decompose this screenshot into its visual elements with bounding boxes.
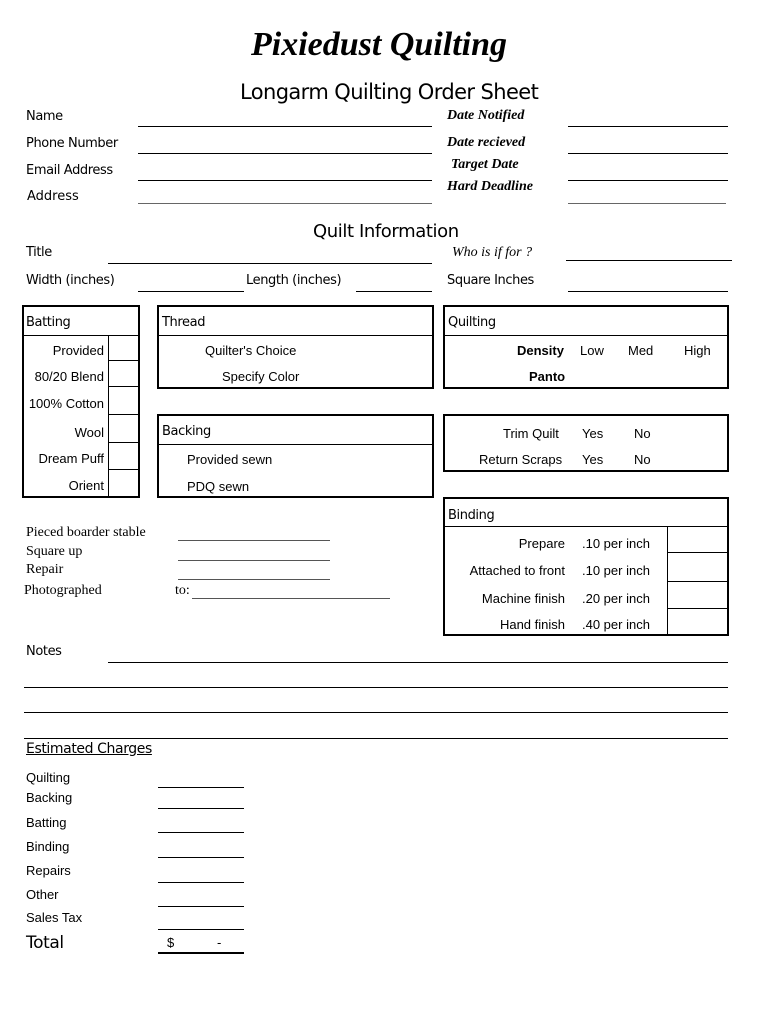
- batting-checkbox[interactable]: [108, 361, 138, 387]
- square-inches-field[interactable]: [568, 291, 728, 292]
- binding-heading: Binding: [448, 508, 495, 523]
- batting-heading: Batting: [26, 315, 71, 330]
- batting-checkbox[interactable]: [108, 335, 138, 361]
- batting-checkbox[interactable]: [108, 470, 138, 496]
- finishing-options-box: [443, 414, 729, 472]
- binding-row-rate: .40 per inch: [582, 617, 650, 632]
- backing-option-pdq[interactable]: PDQ sewn: [187, 479, 250, 494]
- batting-checkbox[interactable]: [108, 415, 138, 443]
- trim-quilt-label: Trim Quilt: [503, 426, 559, 441]
- density-option-low[interactable]: Low: [580, 343, 604, 358]
- batting-item: 80/20 Blend: [34, 369, 104, 384]
- hard-deadline-field[interactable]: [568, 203, 726, 204]
- width-field[interactable]: [138, 291, 244, 292]
- photographed-to-field[interactable]: [192, 598, 390, 599]
- length-label: Length (inches): [246, 273, 342, 288]
- square-up-field[interactable]: [178, 560, 330, 561]
- thread-box: [157, 305, 434, 389]
- email-label: Email Address: [26, 163, 113, 178]
- pieced-border-field[interactable]: [178, 540, 330, 541]
- quilting-divider: [445, 335, 727, 336]
- notes-line[interactable]: [24, 738, 728, 739]
- binding-row-rate: .20 per inch: [582, 591, 650, 606]
- name-field[interactable]: [138, 126, 432, 127]
- thread-heading: Thread: [162, 315, 206, 330]
- width-label: Width (inches): [26, 273, 115, 288]
- date-received-label: Date recieved: [447, 135, 526, 150]
- charge-label-batting: Batting: [26, 815, 67, 830]
- total-currency: $: [167, 935, 175, 950]
- backing-option-provided[interactable]: Provided sewn: [187, 452, 273, 467]
- thread-divider: [159, 335, 432, 336]
- title-label: Title: [26, 245, 52, 260]
- return-scraps-no[interactable]: No: [634, 452, 651, 467]
- binding-row-label: Hand finish: [499, 617, 565, 632]
- binding-row-label: Prepare: [518, 536, 565, 551]
- charge-field-backing[interactable]: [158, 808, 244, 809]
- address-label: Address: [27, 189, 79, 204]
- phone-field[interactable]: [138, 153, 432, 154]
- batting-checkbox[interactable]: [108, 387, 138, 415]
- charge-field-binding[interactable]: [158, 857, 244, 858]
- trim-quilt-no[interactable]: No: [634, 426, 651, 441]
- quilt-info-heading: Quilt Information: [313, 221, 459, 242]
- binding-checkbox[interactable]: [667, 609, 727, 634]
- photographed-to-label: to:: [175, 583, 190, 598]
- charge-label-sales-tax: Sales Tax: [26, 910, 83, 925]
- date-notified-field[interactable]: [568, 126, 728, 127]
- charge-field-sales-tax[interactable]: [158, 929, 244, 930]
- binding-row-rate: .10 per inch: [582, 536, 650, 551]
- thread-option-quilters-choice[interactable]: Quilter's Choice: [205, 343, 297, 358]
- charge-field-repairs[interactable]: [158, 882, 244, 883]
- charge-label-quilting: Quilting: [26, 770, 71, 785]
- date-received-field[interactable]: [568, 153, 728, 154]
- page-title: Pixiedust Quilting: [251, 26, 507, 63]
- charge-field-quilting[interactable]: [158, 787, 244, 788]
- charge-field-other[interactable]: [158, 906, 244, 907]
- name-label: Name: [26, 109, 63, 124]
- notes-line[interactable]: [24, 712, 728, 713]
- binding-checkbox[interactable]: [667, 553, 727, 582]
- backing-divider: [159, 444, 432, 445]
- panto-label: Panto: [529, 369, 566, 384]
- quilting-box: [443, 305, 729, 389]
- binding-row-label: Attached to front: [469, 563, 565, 578]
- notes-line[interactable]: [24, 687, 728, 688]
- charge-field-batting[interactable]: [158, 832, 244, 833]
- density-label: Density: [517, 343, 564, 358]
- batting-item: 100% Cotton: [28, 396, 104, 411]
- total-double-underline: [158, 952, 244, 954]
- length-field[interactable]: [356, 291, 432, 292]
- notes-label: Notes: [26, 644, 62, 659]
- binding-row-rate: .10 per inch: [582, 563, 650, 578]
- hard-deadline-label: Hard Deadline: [447, 179, 533, 194]
- title-field[interactable]: [108, 263, 432, 264]
- batting-checkbox[interactable]: [108, 443, 138, 470]
- repair-label: Repair: [26, 562, 64, 577]
- target-date-field[interactable]: [568, 180, 728, 181]
- charge-label-repairs: Repairs: [26, 863, 71, 878]
- density-option-med[interactable]: Med: [628, 343, 654, 358]
- binding-checkbox[interactable]: [667, 526, 727, 553]
- charge-label-binding: Binding: [26, 839, 70, 854]
- photographed-label: Photographed: [24, 583, 102, 598]
- backing-heading: Backing: [162, 424, 211, 439]
- batting-item: Provided: [52, 343, 104, 358]
- batting-item: Orient: [68, 478, 104, 493]
- quilting-heading: Quilting: [448, 315, 496, 330]
- phone-label: Phone Number: [26, 136, 118, 151]
- binding-row-label: Machine finish: [481, 591, 565, 606]
- total-label: Total: [26, 933, 64, 953]
- email-field[interactable]: [138, 180, 432, 181]
- charge-label-backing: Backing: [26, 790, 73, 805]
- charges-heading: Estimated Charges: [26, 741, 152, 757]
- density-option-high[interactable]: High: [684, 343, 711, 358]
- square-up-label: Square up: [26, 544, 83, 559]
- pieced-border-label: Pieced boarder stable: [26, 525, 146, 540]
- date-notified-label: Date Notified: [447, 108, 525, 123]
- square-inches-label: Square Inches: [447, 273, 534, 288]
- binding-checkbox[interactable]: [667, 582, 727, 609]
- return-scraps-label: Return Scraps: [479, 452, 563, 467]
- target-date-label: Target Date: [451, 157, 519, 172]
- return-scraps-yes[interactable]: Yes: [582, 452, 604, 467]
- total-value: -: [217, 935, 222, 950]
- repair-field[interactable]: [178, 579, 330, 580]
- backing-box: [157, 414, 434, 498]
- thread-option-specify-color[interactable]: Specify Color: [222, 369, 300, 384]
- page-subtitle: Longarm Quilting Order Sheet: [240, 80, 539, 104]
- charge-label-other: Other: [26, 887, 59, 902]
- batting-item: Wool: [74, 425, 104, 440]
- who-label: Who is if for ?: [452, 245, 533, 260]
- address-field[interactable]: [138, 203, 432, 204]
- batting-box: [22, 305, 140, 498]
- batting-item: Dream Puff: [38, 451, 104, 466]
- trim-quilt-yes[interactable]: Yes: [582, 426, 604, 441]
- binding-box: [443, 497, 729, 636]
- who-field[interactable]: [566, 260, 732, 261]
- notes-line[interactable]: [108, 662, 728, 663]
